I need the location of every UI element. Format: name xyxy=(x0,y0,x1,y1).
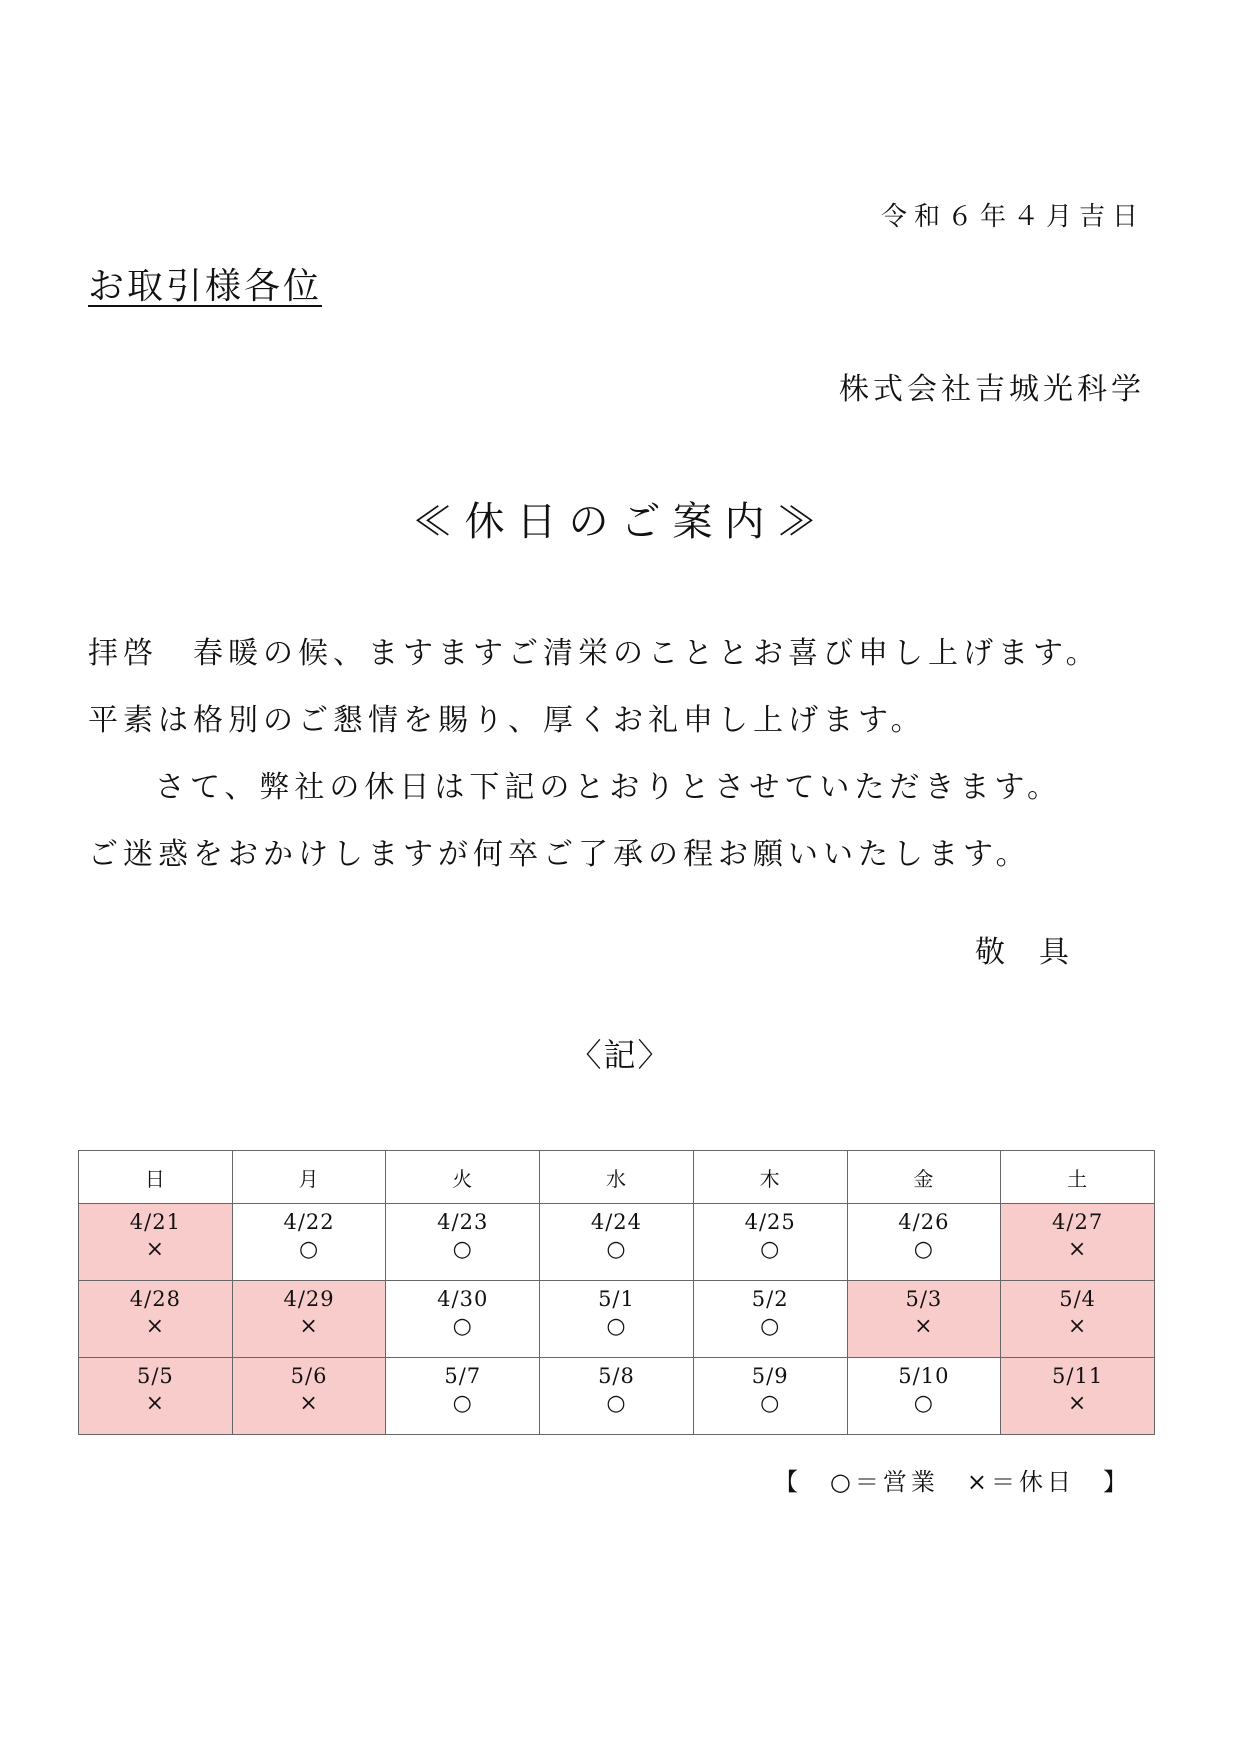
day-date: 4/25 xyxy=(744,1210,796,1234)
day-status-mark: ○ xyxy=(452,1391,473,1416)
calendar-day-cell xyxy=(540,1281,694,1358)
body-line-2: 平素は格別のご懇情を賜り、厚くお礼申し上げます。 xyxy=(88,703,926,738)
day-date: 5/8 xyxy=(598,1364,635,1388)
day-date: 5/7 xyxy=(444,1364,482,1388)
legend-text: 【 ○＝営業 ×＝休日 】 xyxy=(773,1468,1131,1496)
weekday-header-wed: 水 xyxy=(540,1151,694,1204)
sender-company: 株式会社吉城光科学 xyxy=(839,372,1145,407)
day-date: 4/24 xyxy=(590,1210,643,1234)
calendar-day-cell xyxy=(1001,1358,1155,1435)
calendar-week-row xyxy=(79,1358,1155,1435)
body-line-3: さて、弊社の休日は下記のとおりとさせていただきます。 xyxy=(155,770,1062,805)
calendar-day-cell xyxy=(79,1204,233,1281)
calendar-day-cell xyxy=(847,1281,1001,1358)
body-line-1: 拝啓 春暖の候、ますますご清栄のこととお喜び申し上げます。 xyxy=(88,636,1101,671)
day-status-mark: ○ xyxy=(760,1314,781,1339)
day-date: 4/23 xyxy=(437,1210,489,1234)
calendar-day-cell xyxy=(540,1204,694,1281)
day-date: 5/9 xyxy=(751,1364,789,1388)
calendar-day-cell xyxy=(232,1281,386,1358)
day-date: 5/6 xyxy=(290,1364,328,1388)
day-status-mark: ○ xyxy=(606,1391,627,1416)
calendar-day-cell xyxy=(1001,1204,1155,1281)
document-date: 令和６年４月吉日 xyxy=(880,202,1145,232)
weekday-header-thu: 木 xyxy=(693,1151,847,1204)
closing-phrase: 敬具 xyxy=(975,935,1103,970)
weekday-header-sun: 日 xyxy=(79,1151,233,1204)
day-date: 4/26 xyxy=(898,1210,950,1234)
calendar-week-row xyxy=(79,1281,1155,1358)
calendar-day-cell xyxy=(386,1281,540,1358)
holiday-calendar-table xyxy=(78,1150,1155,1435)
calendar-day-cell xyxy=(79,1281,233,1358)
day-date: 5/5 xyxy=(136,1364,174,1388)
calendar-day-cell xyxy=(232,1358,386,1435)
calendar-header-row xyxy=(79,1151,1155,1204)
day-status-mark: ○ xyxy=(760,1237,781,1262)
calendar-week-row xyxy=(79,1204,1155,1281)
day-date: 4/27 xyxy=(1052,1210,1104,1234)
calendar-day-cell xyxy=(693,1358,847,1435)
calendar-day-cell xyxy=(847,1358,1001,1435)
day-status-mark: × xyxy=(145,1391,166,1416)
day-status-mark: × xyxy=(145,1237,166,1262)
calendar-day-cell xyxy=(693,1204,847,1281)
day-status-mark: ○ xyxy=(913,1391,934,1416)
day-date: 4/21 xyxy=(129,1210,181,1234)
day-date: 5/11 xyxy=(1052,1364,1104,1388)
day-date: 4/28 xyxy=(129,1287,181,1311)
day-status-mark: × xyxy=(1067,1314,1088,1339)
day-date: 5/2 xyxy=(751,1287,789,1311)
day-date: 5/1 xyxy=(598,1287,635,1311)
calendar-day-cell xyxy=(232,1204,386,1281)
recipient-line: お取引様各位 xyxy=(88,266,323,307)
calendar-day-cell xyxy=(386,1204,540,1281)
day-status-mark: ○ xyxy=(452,1314,473,1339)
weekday-header-sat: 土 xyxy=(1001,1151,1155,1204)
calendar-day-cell xyxy=(79,1358,233,1435)
calendar-day-cell xyxy=(693,1281,847,1358)
day-status-mark: ○ xyxy=(606,1237,627,1262)
weekday-header-tue: 火 xyxy=(386,1151,540,1204)
day-date: 4/29 xyxy=(283,1287,335,1311)
day-date: 4/30 xyxy=(437,1287,489,1311)
page-title: ≪休日のご案内≫ xyxy=(412,499,829,545)
day-status-mark: × xyxy=(1067,1391,1088,1416)
day-date: 5/3 xyxy=(905,1287,943,1311)
day-status-mark: × xyxy=(1067,1237,1088,1262)
day-status-mark: ○ xyxy=(298,1237,320,1262)
day-status-mark: × xyxy=(299,1391,319,1416)
weekday-header-mon: 月 xyxy=(232,1151,386,1204)
day-status-mark: ○ xyxy=(760,1391,781,1416)
day-status-mark: ○ xyxy=(913,1237,934,1262)
body-line-4: ご迷惑をおかけしますが何卒ご了承の程お願いいたします。 xyxy=(88,837,1031,872)
day-status-mark: × xyxy=(299,1314,319,1339)
day-status-mark: ○ xyxy=(452,1237,473,1262)
calendar-day-cell xyxy=(1001,1281,1155,1358)
day-date: 4/22 xyxy=(283,1210,335,1234)
day-status-mark: ○ xyxy=(606,1314,627,1339)
weekday-header-fri: 金 xyxy=(847,1151,1001,1204)
day-date: 5/10 xyxy=(898,1364,950,1388)
calendar-day-cell xyxy=(847,1204,1001,1281)
day-status-mark: × xyxy=(914,1314,934,1339)
notes-heading: 〈記〉 xyxy=(569,1036,672,1074)
calendar-day-cell xyxy=(540,1358,694,1435)
calendar-day-cell xyxy=(386,1358,540,1435)
day-status-mark: × xyxy=(145,1314,166,1339)
day-date: 5/4 xyxy=(1059,1287,1096,1311)
